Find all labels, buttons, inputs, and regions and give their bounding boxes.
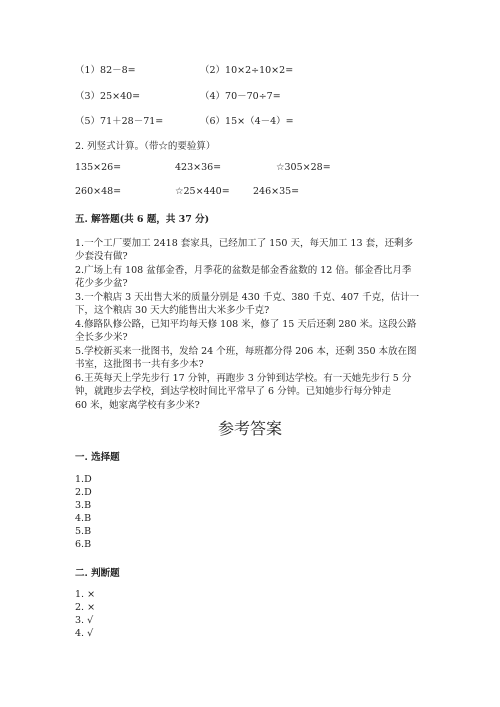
section5-title: 五. 解答题(共 6 题，共 37 分) — [75, 214, 210, 225]
word-problem-line: 6.王英每天上学先步行 17 分钟，再跑步 3 分钟到达学校。有一天她先步行 5 分 — [75, 373, 412, 384]
answer-item: 3.B — [75, 500, 92, 511]
word-problem-line: 4.修路队修公路，已知平均每天修 108 米，修了 15 天后还剩 280 米。这段公路 — [75, 319, 417, 330]
word-problem-line: 3.一个粮店 3 天出售大米的质量分别是 430 千克、380 千克、407 千克，估计一 — [75, 292, 420, 303]
answers-section1-title: 一. 选择题 — [75, 452, 120, 463]
word-problem-line: 书室，这批图书一共有多少本? — [75, 359, 204, 370]
calc-problem: （4）70－70÷7= — [200, 91, 281, 102]
answer-title: 参考答案 — [217, 419, 282, 438]
answer-item: 1.D — [75, 474, 92, 485]
answer-item: 4.B — [75, 513, 92, 524]
answer-item: 2. × — [75, 602, 96, 613]
word-problem-line: 下，这个粮店 30 天大约能售出大米多少千克? — [75, 305, 270, 316]
calc-problem: （6）15×（4－4）= — [200, 116, 294, 127]
word-problem-line: 2.广场上有 108 盆郁金香，月季花的盆数是郁金香盆数的 12 倍。郁金香比月季 — [75, 265, 412, 276]
vertical-problem: 423×36= — [175, 162, 222, 173]
word-problem-line: 花少多少盆? — [75, 278, 128, 289]
word-problem-line: 60 米，她家离学校有多少米? — [75, 400, 200, 411]
vertical-problem: 246×35= — [253, 186, 300, 197]
answer-item: 4. √ — [75, 628, 94, 639]
vertical-problem: ☆25×440= — [175, 186, 230, 197]
word-problem-line: 1.一个工厂要加工 2418 套家具，已经加工了 150 天，每天加工 13 套，还剩多 — [75, 238, 414, 249]
vertical-problem: ☆305×28= — [276, 162, 331, 173]
answers-section2-title: 二. 判断题 — [75, 568, 120, 579]
word-problem-line: 少套没有做? — [75, 251, 128, 262]
calc-problem: （1）82－8= — [75, 65, 136, 76]
answer-item: 1. × — [75, 589, 96, 600]
word-problem-line: 钟，就跑步去学校，到达学校时间比平常早了 6 分钟。已知她步行每分钟走 — [75, 386, 392, 397]
calc-problem: （3）25×40= — [75, 91, 141, 102]
vertical-problem: 135×26= — [75, 162, 122, 173]
answer-item: 6.B — [75, 539, 92, 550]
calc-problem: （2）10×2÷10×2= — [200, 65, 294, 76]
answer-item: 3. √ — [75, 615, 94, 626]
word-problem-line: 全长多少米? — [75, 332, 128, 343]
answer-item: 5.B — [75, 526, 92, 537]
vertical-calc-title: 2. 列竖式计算。（带☆的要验算） — [75, 141, 216, 152]
calc-problem: （5）71＋28－71= — [75, 116, 164, 127]
vertical-problem: 260×48= — [75, 186, 122, 197]
word-problem-line: 5.学校新买来一批图书，发给 24 个班，每班都分得 206 本，还剩 350 本放在图 — [75, 346, 417, 357]
answer-item: 2.D — [75, 487, 92, 498]
